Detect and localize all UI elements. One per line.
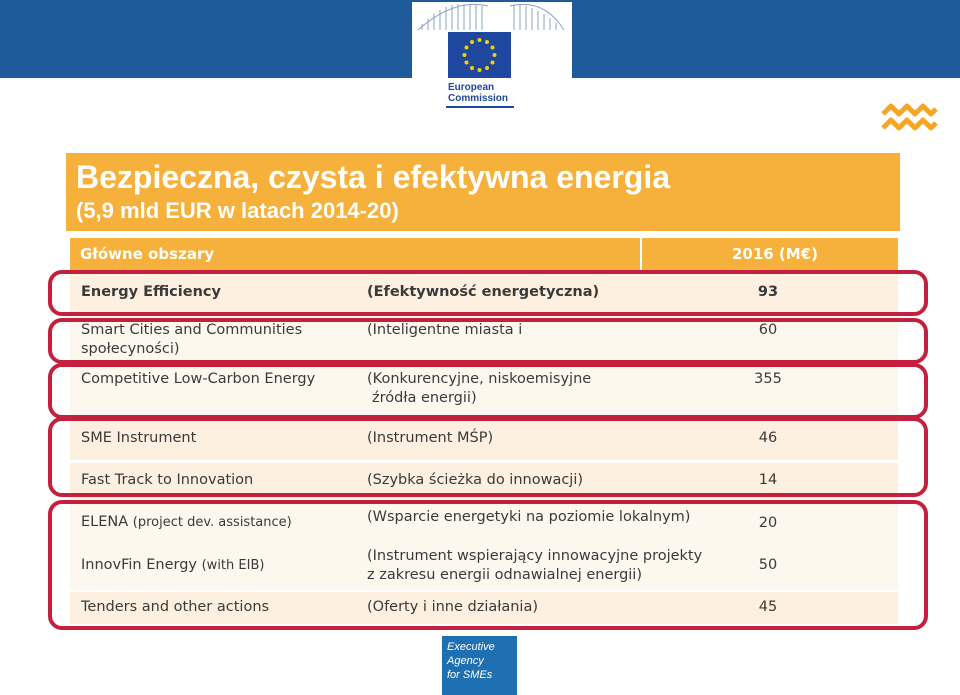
row-name: Energy Efficiency: [81, 284, 221, 300]
row-value: 93: [757, 284, 779, 300]
row-polish: (Oferty i inne działania): [367, 599, 539, 615]
row-polish: (Szybka ścieżka do innowacji): [367, 472, 584, 488]
row-value: 355: [754, 371, 782, 387]
row-value: 45: [758, 599, 778, 615]
row-polish: (Wsparcie energetyki na poziomie lokalnym): [367, 509, 691, 525]
row-polish-cont: źródła energii): [372, 390, 477, 406]
executive-agency-logo: Executive Agency for SMEs: [442, 636, 517, 695]
row-name: Tenders and other actions: [81, 599, 270, 615]
row-value: 60: [758, 322, 778, 338]
table-header-areas: Główne obszary: [70, 238, 640, 270]
eu-flag-icon: [448, 32, 511, 78]
row-polish: (Konkurencyjne, niskoemisyjne: [367, 371, 592, 387]
highlight-frame: [48, 500, 928, 630]
ec-logo-underline: [446, 106, 514, 108]
row-name-cont: społecyności): [81, 341, 180, 357]
row-name: SME Instrument: [81, 430, 197, 446]
european-commission-logo: [412, 2, 572, 110]
highlight-frame: [48, 363, 928, 419]
row-name: Fast Track to Innovation: [81, 472, 254, 488]
row-value: 20: [758, 515, 778, 531]
highlight-frame: [48, 270, 928, 316]
page-subtitle: (5,9 mld EUR w latach 2014-20): [76, 198, 399, 223]
row-value: 46: [758, 430, 778, 446]
row-polish: (Instrument MŚP): [367, 430, 494, 446]
title-box: [66, 153, 900, 231]
row-name: InnovFin Energy (with EIB): [81, 557, 265, 573]
row-polish: (Instrument wspierający innowacyjne projekty: [367, 548, 703, 564]
highlight-frame: [48, 417, 928, 497]
row-name: Smart Cities and Communities: [81, 322, 303, 338]
row-polish: (Efektywność energetyczna): [367, 284, 600, 300]
wave-logo-icon: [880, 100, 938, 136]
ec-logo-text: European Commission: [448, 82, 509, 104]
row-polish: (Inteligentne miasta i: [367, 322, 523, 338]
row-name: Competitive Low-Carbon Energy: [81, 371, 316, 387]
berlaymont-building-icon: [414, 2, 570, 32]
row-name: ELENA (project dev. assistance): [81, 514, 292, 530]
table-header-budget: 2016 (M€): [642, 238, 898, 270]
row-polish-cont: z zakresu energii odnawialnej energii): [367, 567, 642, 583]
row-value: 50: [758, 557, 778, 573]
highlight-frame: [48, 318, 928, 364]
row-value: 14: [758, 472, 778, 488]
page-title: Bezpieczna, czysta i efektywna energia: [76, 159, 671, 195]
